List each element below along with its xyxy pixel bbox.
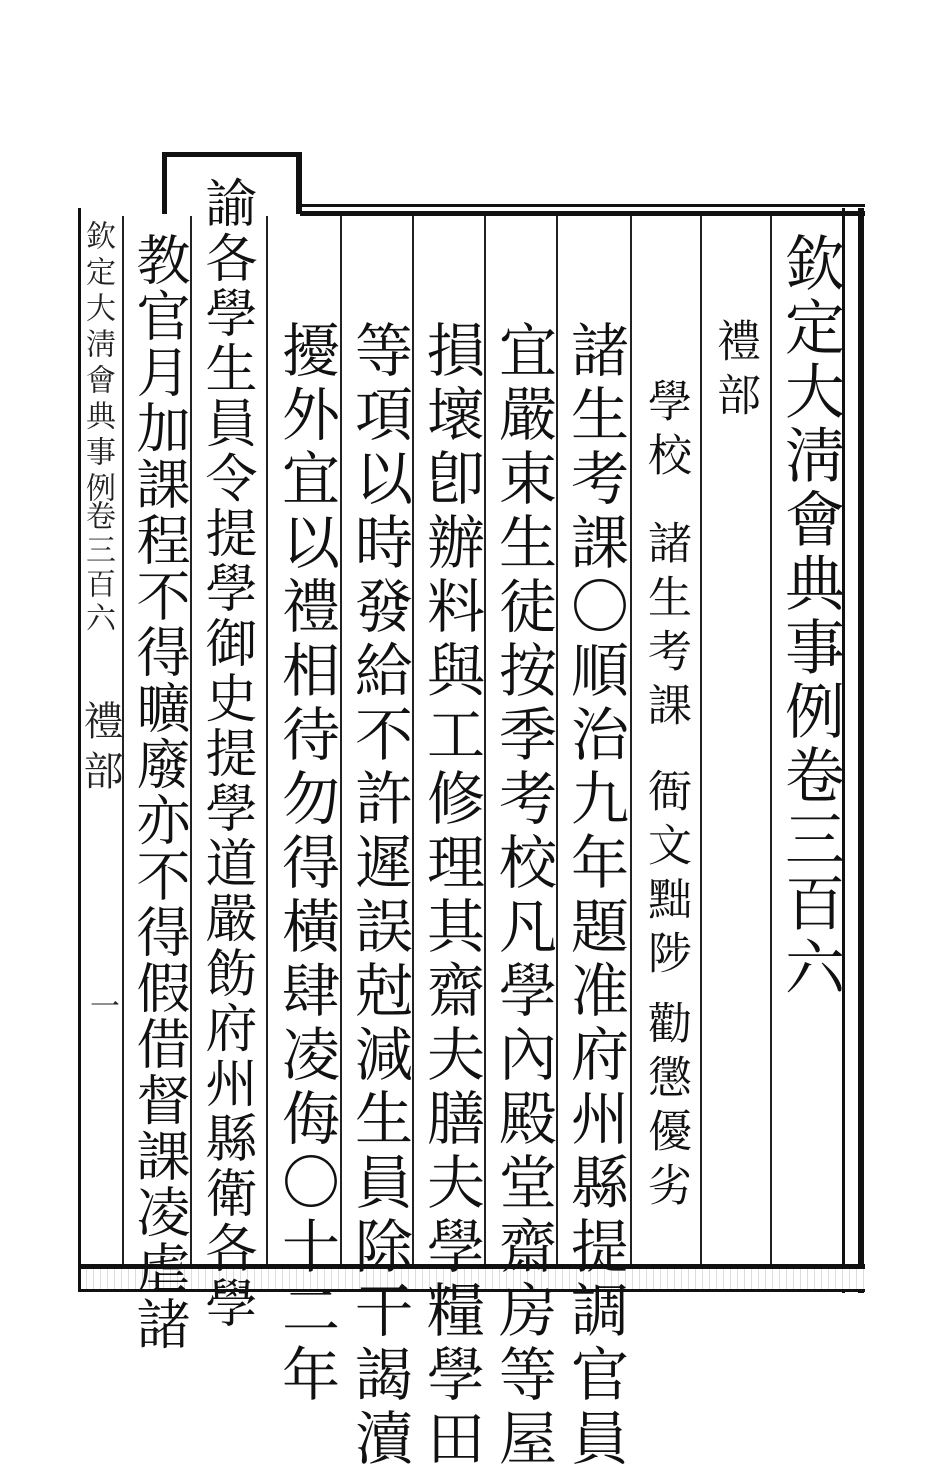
column-rule	[340, 216, 342, 1264]
topic-extra-2: 勸懲優劣	[640, 1000, 691, 1216]
text-column-7: 教官月加課程不得曠廢亦不得假借督課凌虐諸	[128, 232, 191, 1352]
margin-volume: 卷三百六	[80, 500, 115, 636]
column-rule	[630, 216, 632, 1264]
column-rule	[700, 216, 702, 1264]
text-column-4: 等項以時發給不許遲誤尅減生員除干謁瀆	[345, 320, 413, 1472]
text-column-5: 擾外宜以禮相待勿得橫肆凌侮〇十二年	[272, 320, 340, 1408]
text-column-2: 宜嚴束生徒按季考校凡學內殿堂齋房等屋	[489, 320, 557, 1472]
text-column-3: 損壞卽辦料與工修理其齋夫膳夫學糧學田	[417, 320, 485, 1472]
text-column-6: 諭各學生員令提學御史提學道嚴飭府州縣衛各學	[196, 176, 256, 1331]
frame-top-border	[300, 204, 865, 216]
book-title: 欽定大淸會典事例卷三百六	[775, 232, 845, 1000]
column-rule	[770, 216, 772, 1264]
topic-line: 諸生考課	[640, 520, 691, 736]
frame-right-border	[842, 208, 864, 1293]
margin-page-number: 一	[84, 990, 119, 1026]
margin-section: 禮部	[77, 700, 123, 800]
column-rule	[266, 216, 268, 1264]
subsection-label: 學校	[640, 378, 691, 486]
text-column-1: 諸生考課〇順治九年題准府州縣提調官員	[561, 320, 629, 1472]
section-label: 禮部	[709, 318, 760, 426]
margin-book-title: 欽定大淸會典事例	[80, 220, 115, 508]
topic-extra-1: 衙文黜陟	[640, 768, 691, 984]
